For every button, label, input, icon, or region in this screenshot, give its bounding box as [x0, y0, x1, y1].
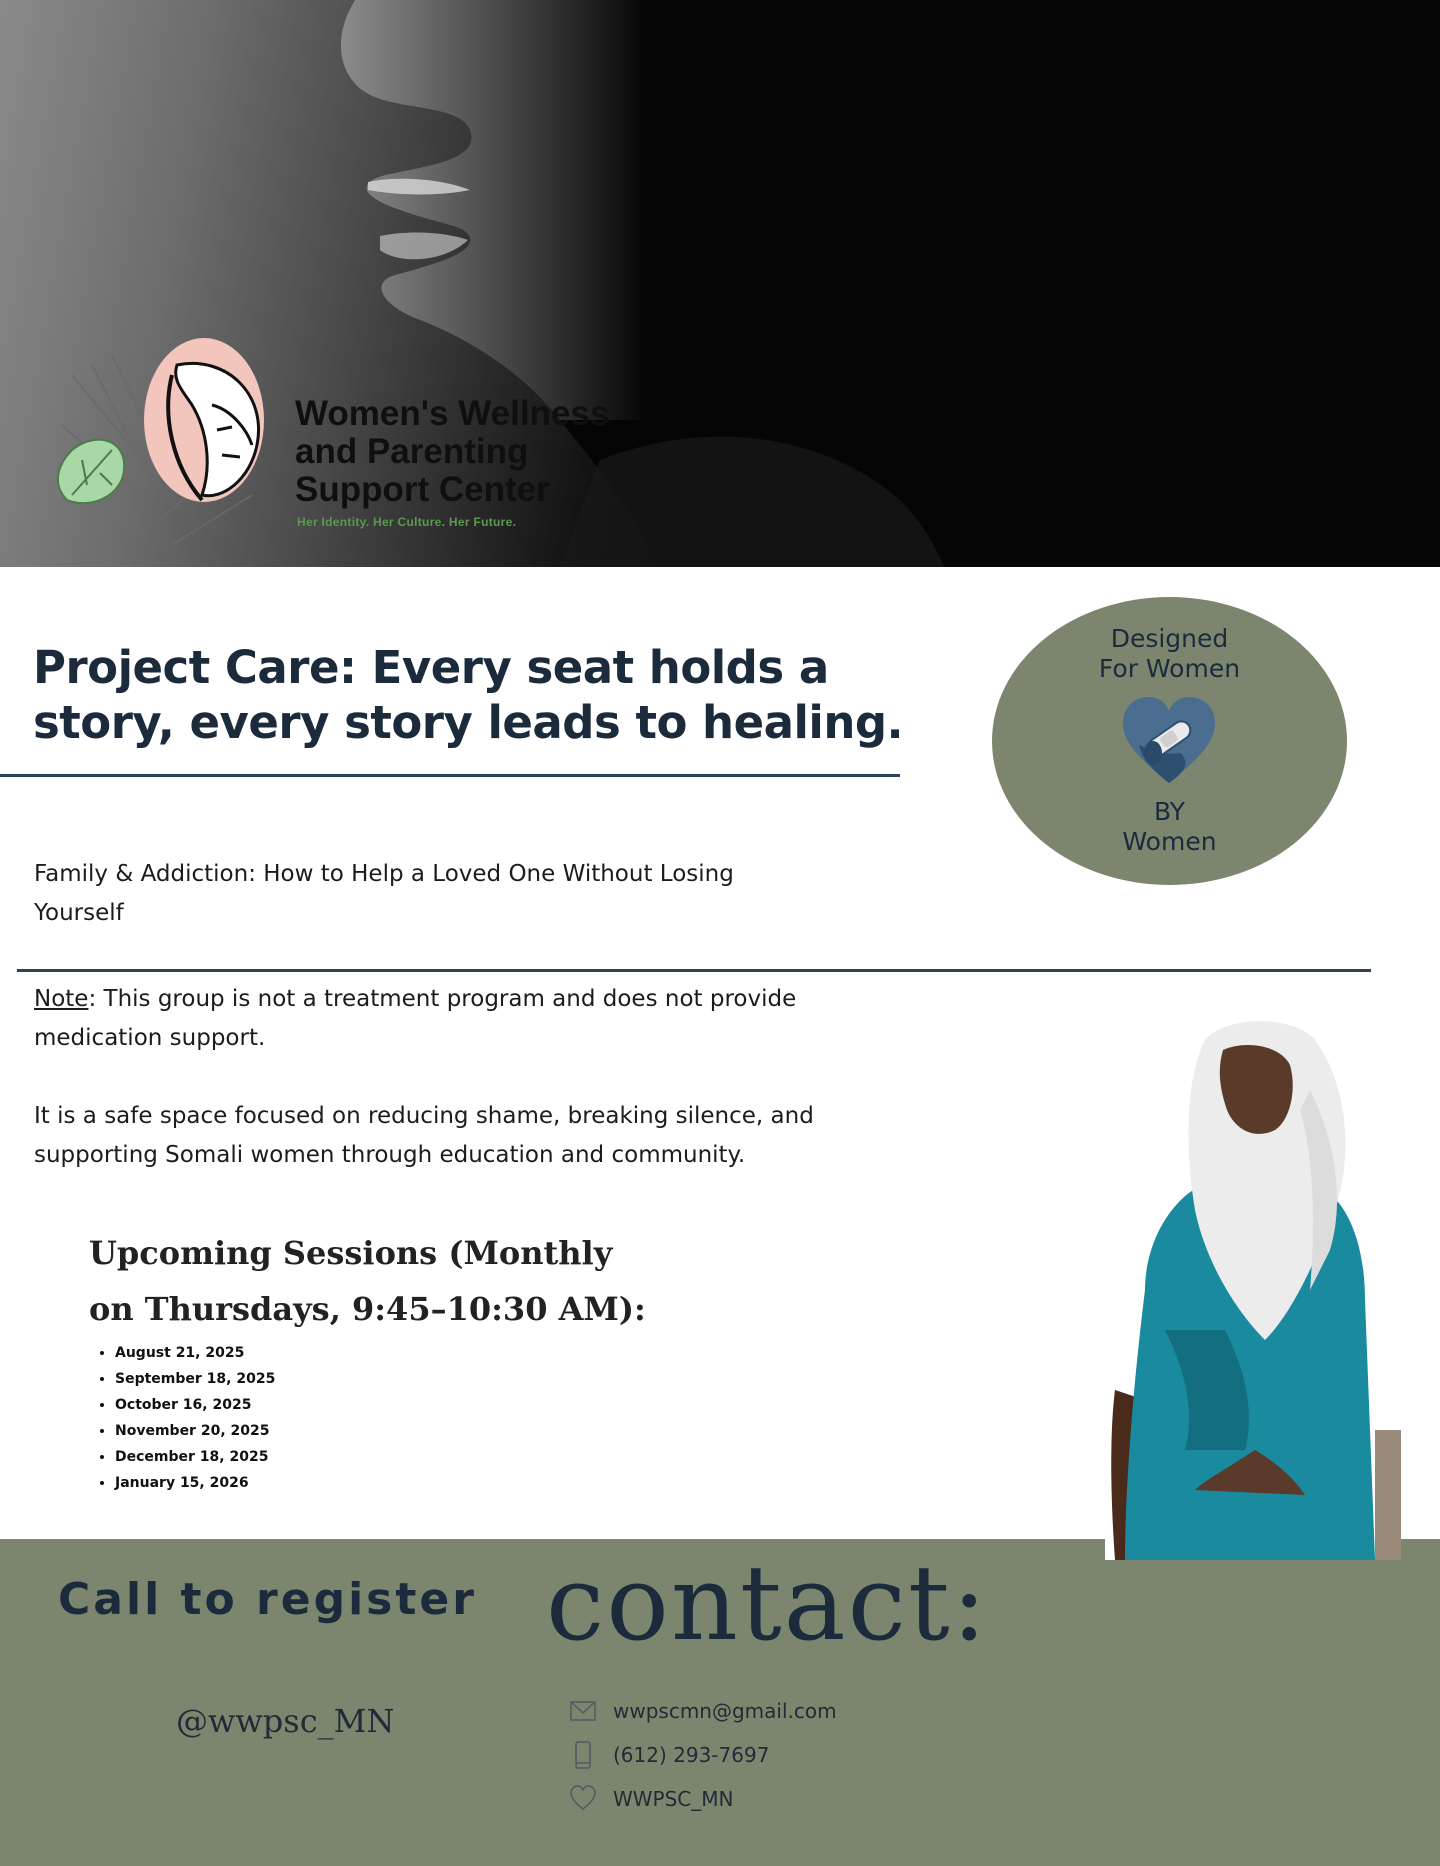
logo-woman-hijab-icon: [52, 335, 292, 565]
divider: [17, 969, 1371, 972]
badge-top-line-1: Designed: [1110, 624, 1229, 653]
note-text: : This group is not a treatment program and does not provide medication support.: [34, 986, 797, 1051]
logo-line-1: Women's Wellness: [295, 394, 610, 433]
sessions-heading: Upcoming Sessions (Monthly on Thursdays, 9:45–10:30 AM):: [89, 1234, 646, 1328]
session-date: • November 20, 2025: [115, 1418, 275, 1444]
logo-line-2: and Parenting: [295, 432, 529, 471]
seated-woman-photo: [1105, 1010, 1401, 1560]
phone-number[interactable]: (612) 293-7697: [613, 1743, 770, 1767]
call-to-register: Call to register: [58, 1574, 477, 1625]
session-date: • August 21, 2025: [115, 1340, 275, 1366]
session-date: • January 15, 2026: [115, 1470, 275, 1496]
social-account[interactable]: WWPSC_MN: [613, 1787, 734, 1811]
disclaimer-note: [34, 980, 894, 1058]
sessions-list: [115, 1340, 275, 1496]
description-paragraph: It is a safe space focused on reducing shame, breaking silence, and supporting Somali women through education and community.: [34, 1103, 814, 1168]
session-date: • December 18, 2025: [115, 1444, 275, 1470]
badge-top-line-2: For Women: [1098, 654, 1241, 683]
logo-name: [295, 395, 609, 509]
note-label: Note: [34, 986, 89, 1012]
badge-bottom-line-1: BY: [1153, 797, 1186, 826]
contact-heading: contact:: [546, 1542, 989, 1664]
phone-icon: [570, 1741, 596, 1769]
badge-bottom-text: [992, 797, 1347, 857]
logo-tagline: Her Identity. Her Culture. Her Future.: [297, 515, 517, 529]
heart-icon: [570, 1785, 596, 1813]
session-date: • October 16, 2025: [115, 1392, 275, 1418]
designed-for-women-badge: [992, 597, 1347, 885]
page-title: Project Care: Every seat holds a story, every story leads to healing.: [33, 641, 904, 749]
hero-photo: [0, 0, 1440, 567]
badge-bottom-line-2: Women: [1122, 827, 1217, 856]
divider: [0, 774, 900, 777]
logo-line-3: Support Center: [295, 470, 550, 509]
badge-top-text: [992, 624, 1347, 684]
mail-icon: [570, 1697, 596, 1725]
session-topic: Family & Addiction: How to Help a Loved One Without Losing Yourself: [34, 861, 734, 926]
social-handle[interactable]: @wwpsc_MN: [176, 1702, 395, 1740]
organization-logo: [52, 335, 610, 565]
heart-bandage-icon: [1121, 695, 1217, 787]
session-date: • September 18, 2025: [115, 1366, 275, 1392]
email-address[interactable]: wwpscmn@gmail.com: [613, 1699, 837, 1723]
